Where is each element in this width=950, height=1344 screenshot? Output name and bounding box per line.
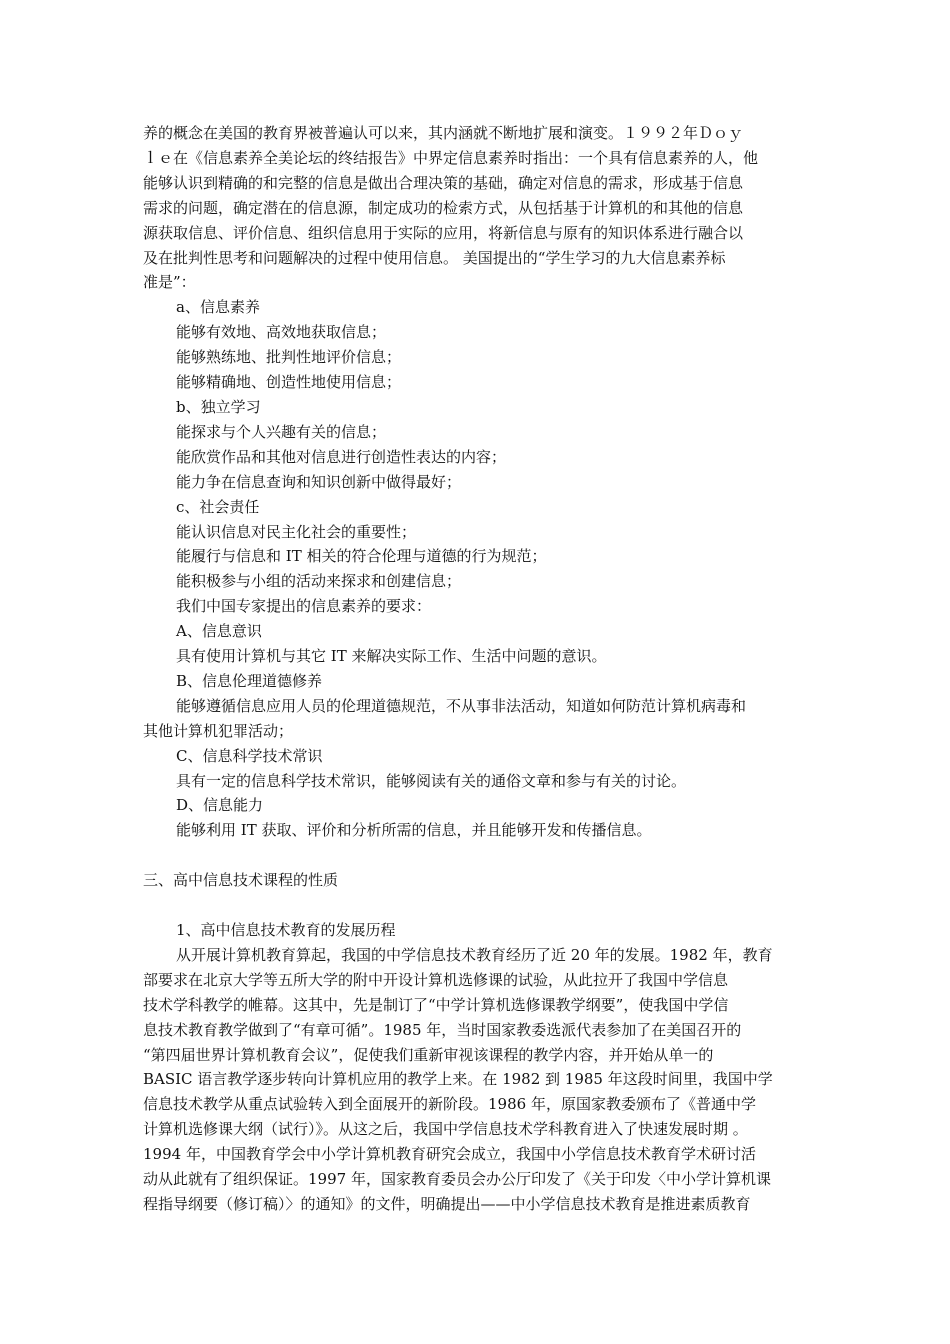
intro-line: 及在批判性思考和问题解决的过程中使用信息。 美国提出的“学生学习的九大信息素养标 bbox=[143, 248, 726, 267]
history-paragraph-line: 部要求在北京大学等五所大学的附中开设计算机选修课的试验，从此拉开了我国中学信息 bbox=[143, 970, 729, 989]
intro-line: 源获取信息、评价信息、组织信息用于实际的应用，将新信息与原有的知识体系进行融合以 bbox=[143, 223, 744, 242]
list-item: 能履行与信息和 IT 相关的符合伦理与道德的行为规范； bbox=[176, 547, 547, 566]
list-heading-A: A、信息意识 bbox=[176, 622, 262, 641]
history-paragraph-line: 计算机选修课大纲（试行）》。从这之后，我国中学信息技术学科教育进入了快速发展时期 。 bbox=[143, 1120, 748, 1139]
list-item: 具有使用计算机与其它 IT 来解决实际工作、生活中问题的意识。 bbox=[176, 647, 607, 666]
list-heading-D: D、信息能力 bbox=[176, 796, 264, 815]
section-heading: 三、高中信息技术课程的性质 bbox=[143, 871, 339, 890]
list-item: 能够熟练地、批判性地评价信息； bbox=[176, 348, 402, 367]
ethics-paragraph-line: 能够遵循信息应用人员的伦理道德规范，不从事非法活动，知道如何防范计算机病毒和 bbox=[176, 696, 747, 715]
list-heading-a: a、信息素养 bbox=[176, 298, 260, 317]
ethics-paragraph-line: 其他计算机犯罪活动； bbox=[143, 721, 294, 740]
history-paragraph-line: 1994 年，中国教育学会中小学计算机教育研究会成立，我国中小学信息技术教育学术研讨活 bbox=[143, 1145, 756, 1164]
intro-line: 能够认识到精确的和完整的信息是做出合理决策的基础，确定对信息的需求，形成基于信息 bbox=[143, 173, 744, 192]
list-heading-B: B、信息伦理道德修养 bbox=[176, 671, 323, 690]
list-item: 能力争在信息查询和知识创新中做得最好； bbox=[176, 472, 462, 491]
list-item: 能积极参与小组的活动来探求和创建信息； bbox=[176, 572, 462, 591]
history-paragraph-line: 信息技术教学从重点试验转入到全面展开的新阶段。1986 年，原国家教委颁布了《普通中学 bbox=[143, 1095, 756, 1114]
history-paragraph-line: 从开展计算机教育算起，我国的中学信息技术教育经历了近 20 年的发展。1982 年，教育 bbox=[176, 945, 773, 964]
history-paragraph-line: 技术学科教学的帷幕。这其中，先是制订了“中学计算机选修课教学纲要”，使我国中学信 bbox=[143, 995, 729, 1014]
history-paragraph-line: 动从此就有了组织保证。1997 年，国家教育委员会办公厅印发了《关于印发〈中小学计算机课 bbox=[143, 1170, 771, 1189]
list-heading-c: c、社会责任 bbox=[176, 497, 260, 516]
list-item: 能够精确地、创造性地使用信息； bbox=[176, 373, 402, 392]
list-item: 具有一定的信息科学技术常识，能够阅读有关的通俗文章和参与有关的讨论。 bbox=[176, 771, 687, 790]
list-heading-C: C、信息科学技术常识 bbox=[176, 746, 323, 765]
blank-line bbox=[143, 843, 807, 868]
history-paragraph-line: 程指导纲要（修订稿）〉的通知》的文件，明确提出——中小学信息技术教育是推进素质教育 bbox=[143, 1194, 751, 1213]
history-paragraph-line: “第四届世界计算机教育会议”，促使我们重新审视该课程的教学内容，并开始从单一的 bbox=[143, 1045, 714, 1064]
list-heading-b: b、独立学习 bbox=[176, 397, 261, 416]
history-paragraph-line: BASIC 语言教学逐步转向计算机应用的教学上来。在 1982 到 1985 年这段时间里，我国中学 bbox=[143, 1070, 773, 1089]
intro-line: 需求的问题，确定潜在的信息源，制定成功的检索方式，从包括基于计算机的和其他的信息 bbox=[143, 198, 744, 217]
subsection-heading: 1、高中信息技术教育的发展历程 bbox=[176, 920, 396, 939]
history-paragraph-line: 息技术教育教学做到了“有章可循”。1985 年，当时国家教委选派代表参加了在美国召开的 bbox=[143, 1020, 742, 1039]
cn-requirements-intro: 我们中国专家提出的信息素养的要求： bbox=[176, 597, 432, 616]
list-item: 能探求与个人兴趣有关的信息； bbox=[176, 422, 387, 441]
list-item: 能够利用 IT 获取、评价和分析所需的信息，并且能够开发和传播信息。 bbox=[176, 821, 652, 840]
list-item: 能认识信息对民主化社会的重要性； bbox=[176, 522, 417, 541]
blank-line bbox=[143, 893, 807, 918]
intro-line: ｌｅ在《信息素养全美论坛的终结报告》中界定信息素养时指出：一个具有信息素养的人，他 bbox=[143, 148, 759, 167]
document-body bbox=[143, 121, 807, 1217]
intro-line: 养的概念在美国的教育界被普遍认可以来，其内涵就不断地扩展和演变。１９９２年Ｄｏｙ bbox=[143, 124, 744, 142]
list-item: 能欣赏作品和其他对信息进行创造性表达的内容； bbox=[176, 447, 507, 466]
list-item: 能够有效地、高效地获取信息； bbox=[176, 323, 387, 342]
intro-line: 准是”： bbox=[143, 273, 196, 292]
